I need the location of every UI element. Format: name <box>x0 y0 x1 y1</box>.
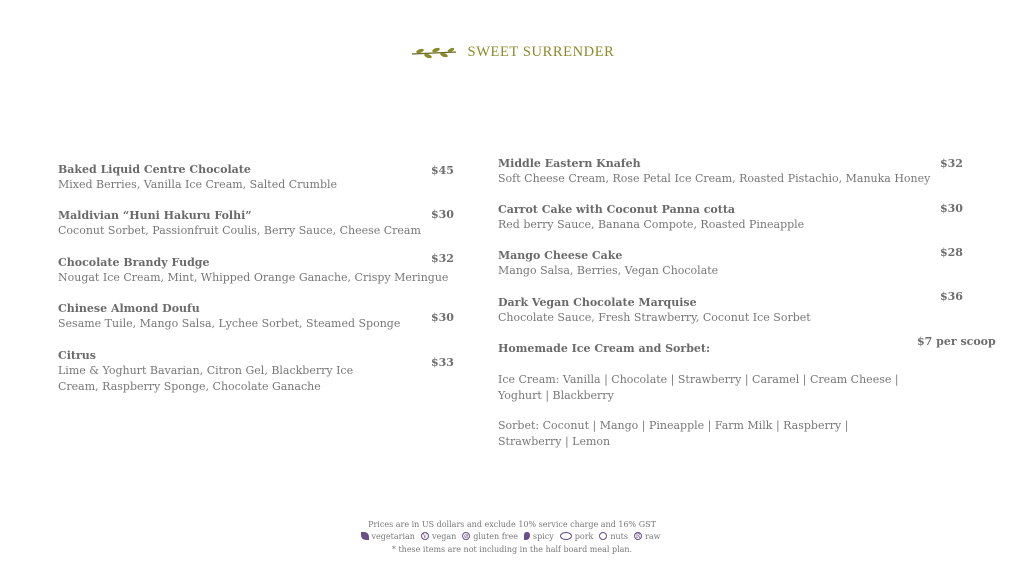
menu-footer <box>0 519 1024 555</box>
item-name: Mango Cheese Cake <box>498 249 623 262</box>
item-description: Nougat Ice Cream, Mint, Whipped Orange Ganache, Crispy Meringue <box>58 271 449 284</box>
menu-item <box>498 296 811 326</box>
leaf-icon <box>361 532 369 540</box>
item-price: $32 <box>431 252 454 265</box>
legend-label: raw <box>645 531 661 541</box>
item-name: Carrot Cake with Coconut Panna cotta <box>498 203 736 216</box>
ice-cream-heading-block <box>498 342 710 355</box>
price-note: Prices are in US dollars and exclude 10% service charge and 16% GST <box>368 520 656 529</box>
legend-label: gluten free <box>473 531 518 541</box>
pig-icon <box>560 532 572 540</box>
item-price: $36 <box>940 290 963 303</box>
item-description: Sesame Tuile, Mango Salsa, Lychee Sorbet, Steamed Sponge <box>58 317 401 330</box>
item-price: $45 <box>431 164 454 177</box>
item-name: Chinese Almond Doufu <box>58 302 200 315</box>
page-title: SWEET SURRENDER <box>467 44 615 60</box>
dietary-legend <box>361 531 664 543</box>
item-description: Soft Cheese Cream, Rose Petal Ice Cream, Roasted Pistachio, Manuka Honey <box>498 172 931 185</box>
menu-item <box>498 249 718 279</box>
chili-icon <box>524 532 530 540</box>
olive-branch-icon <box>410 46 458 60</box>
item-name: Citrus <box>58 349 97 362</box>
item-price: $30 <box>940 202 963 215</box>
menu-header <box>0 44 1024 61</box>
legend-label: vegetarian <box>371 531 415 541</box>
item-price: $33 <box>431 356 454 369</box>
vegan-icon: V <box>422 533 428 541</box>
item-price: $28 <box>940 246 963 259</box>
item-description: Red berry Sauce, Banana Compote, Roasted Pineapple <box>498 218 805 231</box>
item-price: $30 <box>431 208 454 221</box>
raw-icon: R <box>635 533 641 541</box>
ice-cream-price: $7 per scoop <box>917 335 996 348</box>
legend-label: vegan <box>431 531 457 541</box>
sorbet-flavours: Sorbet: Coconut | Mango | Pineapple | Farm Milk | Raspberry | Strawberry | Lemon <box>498 419 849 448</box>
item-price: $32 <box>940 157 963 170</box>
legend-label: pork <box>574 531 594 541</box>
legend-label: spicy <box>532 531 554 541</box>
item-price: $30 <box>431 311 454 324</box>
menu-item <box>58 302 400 332</box>
item-name: Dark Vegan Chocolate Marquise <box>498 296 697 309</box>
item-name: Middle Eastern Knafeh <box>498 157 641 170</box>
menu-item <box>498 203 804 233</box>
item-description: Mixed Berries, Vanilla Ice Cream, Salted Crumble <box>58 178 338 191</box>
ice-cream-heading: Homemade Ice Cream and Sorbet: <box>498 342 711 355</box>
menu-item <box>498 157 930 187</box>
menu-item <box>58 163 337 193</box>
ice-cream-flavours: Ice Cream: Vanilla | Chocolate | Strawberry | Caramel | Cream Cheese | Yoghurt | Blackberry <box>498 373 899 402</box>
item-description: Lime & Yoghurt Bavarian, Citron Gel, Blackberry Ice Cream, Raspberry Sponge, Chocolate Ganache <box>58 364 354 393</box>
item-name: Baked Liquid Centre Chocolate <box>58 163 251 176</box>
item-description: Coconut Sorbet, Passionfruit Coulis, Berry Sauce, Cheese Cream <box>58 224 421 237</box>
menu-item <box>58 209 421 239</box>
legend-label: nuts <box>610 531 628 541</box>
item-description: Chocolate Sauce, Fresh Strawberry, Coconut Ice Sorbet <box>498 311 811 324</box>
menu-item <box>58 349 388 394</box>
item-name: Maldivian “Huni Hakuru Folhi” <box>58 209 252 222</box>
item-name: Chocolate Brandy Fudge <box>58 256 210 269</box>
item-description: Mango Salsa, Berries, Vegan Chocolate <box>498 264 719 277</box>
nut-icon <box>599 532 607 540</box>
half-board-note: * these items are not including in the half board meal plan. <box>391 544 633 554</box>
gluten-free-icon: ⊘ <box>463 533 469 541</box>
menu-item <box>58 256 448 286</box>
